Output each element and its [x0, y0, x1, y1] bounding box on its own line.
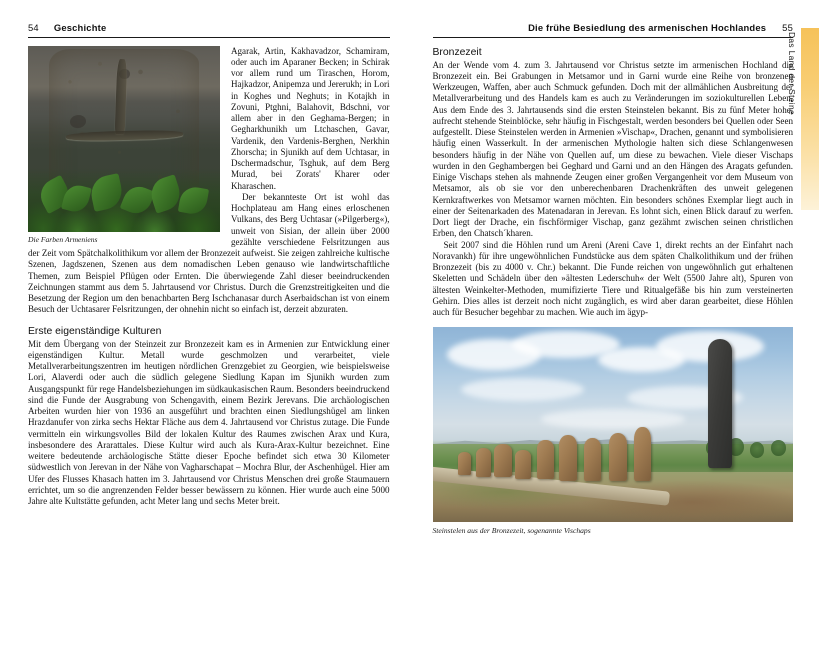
figure-stone-cross [28, 46, 220, 246]
stele [559, 435, 577, 482]
paragraph: An der Wende vom 4. zum 3. Jahrtausend vor Christus setzte im armenischen Hochland die Bronzezeit ein. Bei Grabungen in Metsamor und in Garni wurde eine Reihe von bronzenen Werkzeugen, Waffen, aber auch Schmuck gefunden. Doch mit der allmählichen Ausbreitung der Metallverarbeitung und des Handels kam es auch zu Veränderungen im soziokulturellen Leben. Aus dem Ende des 3. Jahrtausends sind die ersten Steinstelen bekannt. Bis zu fünf Meter hohe, aufrecht stehende Steinblöcke, sehr häufig in Fischgestalt, werden besonders bei Quellen oder Seen aufgestellt. Diese Steinstelen werden in Armenien »Vischap«, Drachen, genannt und symbolisieren häufig einen Wasserkult. In der armenischen Mythologie halten sich diese Schlangenwesen besonders häufig in der Nähe von Quellen auf, um diese zu bewachen. Viele dieser Vischaps wurden in den Geghambergen bei Geghard und Garni und an den Hängen des Aragats gefunden. Einige Vischaps stehen als mahnende Zeugen einer großen Vergangenheit vor dem Museum von Metsamor, als ob sie vor den unberechenbaren Drachenkräften des unweit gelegenen Kernkraftwerkes von Metsamor warnen möchten. Ein besonders schönes Exemplar liegt auch in einer der Seitenarkaden des Matenadaran in Jerevan. Es lohnt sich, einen Blick darauf zu werfen. Dort liegt der Drache, ein fischförmiger Vischap, ganz gezähmt zwischen seinen christlichen Erben, den Chatsch´kharen. [432, 59, 793, 239]
leaf [120, 182, 155, 218]
leaf [178, 185, 209, 216]
running-head-left [28, 22, 390, 38]
tree [750, 442, 764, 458]
section-heading-bronzezeit: Bronzezeit [432, 46, 482, 58]
stele [584, 438, 601, 481]
paragraph: Agarak, Artin, Kakhavadzor, Schamiram, oder auch im Aparaner Becken; in Schirak vor allem rund um Tiraschen, Horom, Hajkadzor, Anipemza und Jererukh; in Lori in Koghes und Neghuts; in Kotajkh in Zovuni, Ptghni, Balahovit, Bdschni, vor allem aber in den Geghama-Bergen; in Gegharkhunikh um Ltchaschen, Gavar, Vardenik, den Vardenis-Berghen, Nerkhin Zhorscha; in Sjunikh auf dem Uchtasar, in Dschermadschur, Tsghuk, auf dem Berg Murad, bei Zorats' Kharer oder Kharaschen. [231, 45, 390, 191]
stele [609, 433, 627, 482]
right-page-body [433, 46, 794, 319]
paragraph: Seit 2007 sind die Höhlen rund um Areni (Areni Cave 1, direkt rechts an der Einfahrt nach Noravankh) für ihre ungewöhnlichen Fundstücke aus dem späten Chalkolithikum und der frühen Bronzezeit (bis zu 4000 v. Chr.) bekannt. Die Funde reichen von ungewöhnlich gut erhaltenen Skeletten und Schädeln über den »ältesten Lederschuh« der Welt (5500 Jahre alt), Spuren von ältesten Weinkelter-Methoden, mumifizierte Tiere und Ritualgefäße bis hin zum versteinerten Gehirn. Dies alles ist derzeit noch nicht zugänglich, es wird aber daran gearbeitet, diese Höhlen auch für Besucher begehbar zu machen. Wie auch im ägyp- [432, 239, 793, 317]
figure-vishap-stelae [433, 327, 794, 536]
stele [634, 427, 651, 482]
page-number-left: 54 [28, 22, 39, 33]
running-title-left: Geschichte [53, 22, 107, 33]
stele [458, 452, 471, 475]
vishap-stelae-photo [433, 327, 794, 522]
chapter-thumb-label: Das Land der Steine [787, 32, 797, 116]
stele [537, 440, 554, 479]
chapter-thumb-tab [801, 28, 819, 210]
stone-cross-photo [28, 46, 220, 232]
cloud [541, 409, 685, 429]
stele [515, 450, 531, 479]
section-heading-erste-kulturen: Erste eigenständige Kulturen [28, 325, 162, 337]
stele [476, 448, 491, 477]
cloud [461, 378, 584, 401]
tree [771, 440, 785, 456]
paragraph: Der bekannteste Ort ist wohl das Hochplateau am Hang eines erloschenen Vulkans, des Berg Uchtasar (»Pilgerberg«), unweit von Sisian, der allein über 2000 gezählte verschiedene Felsritzungen aus der Zeit vom Spätchalkolithikum vor allem der Bronzezeit aufweist. Sie zeigen zahlreiche kultische Szenen, Jagdszenen, Szenen aus dem nomadischen Leben genauso wie landwirtschaftliche Themen, zum Beispiel Pflügen oder Ernten. Die überwiegende Zahl dieser beeindruckenden Zeichnungen stammt aus dem 5. Jahrtausend vor Christus. Durch die Grenzstreitigkeiten und die Besetzung der Region um den benachbarten Berg Ischchanasar durch Aserbaidschan ist von einem Besuch der Uchtasarer Felsritzungen, der ohnehin nicht so einfach ist, derzeit abzuraten. [28, 191, 390, 315]
paragraph: Mit dem Übergang von der Steinzeit zur Bronzezeit kam es in Armenien zur Entwicklung einer eigenständigen Kultur. Metall wurde geschmolzen und verarbeitet, viele Metallverarbeitungszentren im heutigen nördlichen Grenzgebiet zu Georgien, wie beispielsweise Lori, Alaverdi oder auch die südlich gelegene Siedlung Kapan im Sjunikh wurden zum Ausgangspunkt für rege Handelsbeziehungen im südkaukasischen Raum. Besonders beeindruckend sind die Funde der Ausgrabung von Schengavith, einem Bezirk Jerevans. Die archäologischen Arbeiten wurden hier von 1936 an ausgeführt und brachten einen Siedlungshügel am linken Hrazdanufer von zirka sechs Hektar Fläche aus dem 4. Jahrtausend vor Christus zutage. Die Funde vermitteln ein wirkungsvolles Bild der lokalen Kultur des Raumes zwischen Arax und Kura, insbesondere des Ararattales. Diese Kultur wird auch als Kura-Arax-Kultur bezeichnet. Eine weitere bedeutende archäologische Stätte dieser Epoche befindet sich etwa 30 Kilometer südwestlich von Jerevan in der Nähe von Vagharschapat – Mochra Blur, der Aschenhügel. Hier am Ufer des Flusses Khasach hatten im 3. Jahrtausend vor Christus Menschen drei große Staumauern errichtet, um so die angrenzenden Felder besser bewässern zu können. Hier wurde auch eine 5000 Jahre alte Kultstätte gefunden, acht Meter lang und sechs Meter breit. [28, 338, 390, 506]
figure-caption-left: Die Farben Armeniens [28, 235, 98, 244]
figure-caption-right: Steinstelen aus der Bronzezeit, sogenannte Vischaps [432, 525, 591, 535]
tall-dark-stele [708, 339, 732, 468]
foreground-plants [28, 168, 220, 231]
page-number-right: 55 [782, 22, 793, 33]
running-head-right [433, 22, 794, 38]
stele [494, 444, 512, 477]
right-page [410, 0, 819, 648]
running-title-right: Die frühe Besiedlung des armenischen Hochlandes [528, 22, 767, 33]
